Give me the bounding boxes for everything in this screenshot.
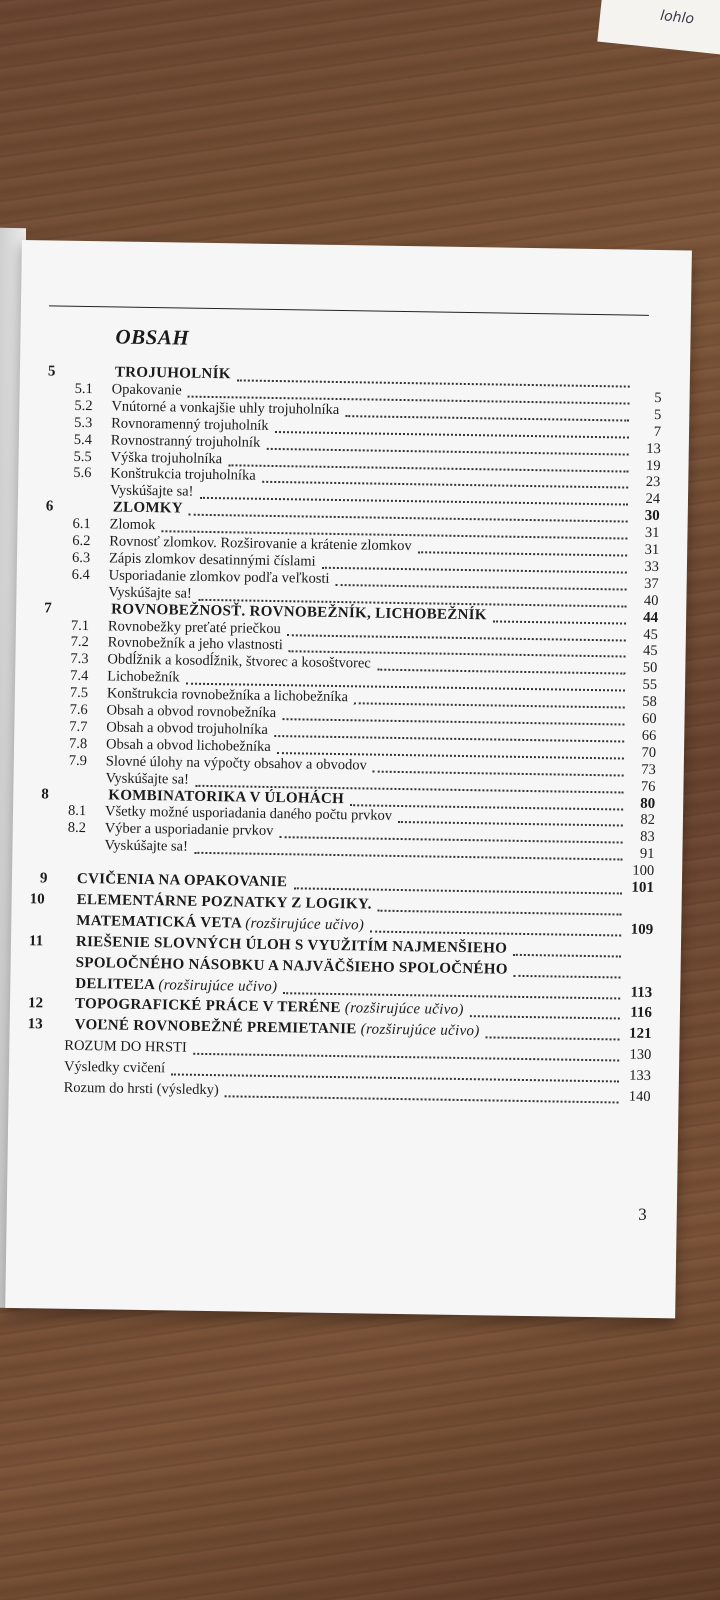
toc-entry-page: 33 — [644, 558, 660, 575]
toc-entry-page: 70 — [641, 744, 657, 761]
toc-entry-title-text: Zlomok — [109, 516, 156, 534]
toc-entry-number: 7.4 — [70, 667, 89, 685]
toc-entry-number: 7.7 — [69, 718, 88, 735]
toc-entry-page: 82 — [640, 812, 656, 829]
toc-entry-page: 45 — [643, 626, 659, 643]
toc-entry-title-text: Vyskúšajte sa! — [105, 769, 190, 788]
toc-leader-dots — [370, 912, 621, 936]
toc-entry-number: 7.6 — [69, 701, 88, 719]
toc-entry-page: 113 — [630, 984, 653, 1001]
toc-entry-title-text: ROVNOBEŽNOSŤ. ROVNOBEŽNÍK, LICHOBEŽNÍK — [111, 601, 487, 623]
toc-leader-dots — [513, 935, 621, 957]
toc-entry-page: 19 — [645, 457, 661, 474]
toc-entry-number: 9 — [39, 870, 48, 887]
toc-entry-page: 91 — [639, 845, 655, 863]
toc-entry-number: 7.1 — [70, 617, 90, 634]
toc-entry-title-text: Opakovanie — [111, 381, 182, 399]
toc-entry-page: 23 — [645, 474, 661, 491]
toc-entry-number: 13 — [27, 1016, 43, 1033]
page-number: 3 — [638, 1204, 647, 1224]
toc-entry-page: 40 — [643, 592, 659, 609]
toc-entry-title-text: Konštrukcia rovnobežníka a lichobežníka — [106, 685, 349, 706]
toc-leader-dots — [293, 869, 622, 894]
toc-entry-page: 101 — [631, 879, 655, 897]
toc-entry-title-text: Výsledky cvičení — [63, 1058, 166, 1077]
toc-entry-number: 5.1 — [74, 380, 93, 398]
toc-entry-page: 24 — [645, 491, 661, 508]
toc-entry-page: 109 — [630, 921, 654, 938]
toc-entry-page: 45 — [642, 643, 658, 660]
toc-entry-page: 83 — [640, 829, 655, 846]
toc-entry-title-text: Všetky možné usporiadania daného počtu prvkov — [104, 803, 393, 825]
toc-entry-number: 6.1 — [72, 515, 91, 533]
book-page — [5, 240, 692, 1318]
toc-entry-note: (rozširujúce učivo) — [360, 1021, 480, 1040]
toc-entry-page: 133 — [629, 1067, 652, 1085]
toc-entry-number: 7.8 — [68, 735, 88, 752]
toc-entry-title-text: Lichobežník — [107, 668, 180, 686]
toc-entry-page: 31 — [644, 541, 660, 559]
toc-entry-number: 8.2 — [67, 820, 87, 837]
toc-entry-title — [109, 516, 155, 535]
toc-entry-number: 7.5 — [69, 684, 89, 702]
page-heading: OBSAH — [115, 324, 190, 350]
toc-entry-title-text: ELEMENTÁRNE POZNATKY Z LOGIKY. — [76, 891, 372, 913]
toc-entry-title-text: DELITEĽA — [75, 975, 155, 993]
toc-entry-page: 140 — [628, 1088, 651, 1105]
toc-entry-number: 5.5 — [73, 448, 92, 465]
toc-entry-page: 66 — [641, 727, 657, 744]
toc-entry-title-text: Zápis zlomkov desatinnými číslami — [108, 550, 316, 570]
toc-entry-title-text: Výber a usporiadanie prvkov — [104, 820, 274, 840]
toc-leader-dots — [378, 892, 622, 916]
toc-entry-page: 5 — [653, 406, 662, 423]
toc-entry-title-text: KOMBINATORIKA V ÚLOHÁCH — [108, 786, 345, 807]
toc-entry-title — [64, 1037, 187, 1057]
toc-leader-dots — [283, 974, 620, 999]
toc-entry-title-text: RIEŠENIE SLOVNÝCH ÚLOH S VYUŽITÍM NAJMENŠIEHO — [75, 933, 508, 957]
toc-entry-page: 50 — [642, 660, 658, 677]
toc-entry-title — [75, 974, 277, 995]
toc-entry-number: 6 — [45, 498, 54, 515]
toc-entry-note: (rozširujúce učivo) — [344, 1000, 464, 1019]
toc-entry-title-text: Rovnosť zlomkov. Rozširovanie a krátenie zlomkov — [109, 533, 412, 555]
toc-entry-title-text: TROJUHOLNÍK — [114, 364, 231, 383]
toc-entry-number: 8.1 — [67, 803, 87, 820]
toc-entry-number: 5 — [47, 363, 56, 380]
toc-entry-title-text: Vnútorné a vonkajšie uhly trojuholníka — [111, 398, 340, 418]
toc-entry-page: 44 — [643, 609, 659, 626]
toc-entry-title — [64, 1058, 165, 1078]
toc-entry-title-text: Výška trojuholníka — [110, 448, 223, 467]
toc-entry-title-text: Vyskúšajte sa! — [109, 482, 194, 501]
toc-entry-number: 7.2 — [70, 634, 89, 651]
paper-scrap — [597, 0, 720, 58]
toc-entry-title-text: SPOLOČNÉHO NÁSOBKU A NAJVÄČŠIEHO SPOLOČNÉHO — [75, 954, 508, 978]
toc-entry-page: 116 — [630, 1005, 653, 1022]
toc-entry-number: 10 — [29, 891, 45, 908]
toc-entry-title — [64, 1079, 219, 1099]
toc-entry-title-text: Rovnoramenný trojuholník — [111, 415, 269, 434]
toc-entry-title-text: TOPOGRAFICKÉ PRÁCE V TERÉNE — [74, 996, 341, 1017]
toc-entry-page: 130 — [629, 1046, 652, 1064]
toc-entry-number: 7.9 — [68, 752, 88, 769]
toc-entry-page: 58 — [642, 693, 657, 711]
toc-entry-title-text: Usporiadanie zlomkov podľa veľkosti — [108, 567, 330, 587]
toc-entry-number: 7 — [44, 599, 52, 617]
toc-entry-title-text: Konštrukcia trojuholníka — [110, 465, 256, 485]
toc-entry-page: 5 — [654, 389, 662, 406]
toc-entry-title-text: CVIČENIA NA OPAKOVANIE — [76, 870, 288, 891]
toc-entry-page: 100 — [632, 862, 655, 880]
toc-entry-number: 12 — [27, 995, 44, 1012]
toc-entry-page: 13 — [646, 440, 661, 457]
toc-entry-number: 6.4 — [71, 566, 90, 583]
toc-entry-title-text: Vyskúšajte sa! — [104, 837, 188, 855]
toc-entry-title-text: Obsah a obvod rovnobežníka — [106, 702, 277, 722]
toc-entry-page: 76 — [640, 778, 656, 795]
toc-entry-number: 6.2 — [72, 532, 91, 550]
toc-entry-page: 37 — [644, 575, 659, 592]
toc-entry-number: 5.4 — [73, 431, 93, 448]
toc-entry-title-text: Rovnostranný trojuholník — [110, 432, 261, 451]
toc-entry-number: 6.3 — [71, 549, 91, 566]
toc-entry-number: 5.2 — [74, 397, 93, 414]
toc-entry-title — [77, 870, 288, 891]
handwriting: lohlo — [659, 7, 695, 28]
toc-entry-title-text: ROZUM DO HRSTI — [64, 1037, 187, 1056]
toc-entry — [9, 1078, 679, 1107]
toc-entry-page: 73 — [641, 761, 656, 778]
toc-entry-title-text: Obdĺžnik a kosodĺžnik, štvorec a kosoštvorec — [107, 651, 371, 672]
toc-entry-page: 31 — [644, 524, 660, 542]
toc-entry-title-text: Rovnobežky preťaté priečkou — [107, 617, 281, 637]
toc-entry-note: (rozširujúce učivo) — [245, 915, 365, 934]
toc-entry-title — [76, 912, 364, 935]
toc-entry-title-text: VOĽNÉ ROVNOBEŽNÉ PREMIETANIE — [74, 1017, 357, 1038]
toc-entry-page: 55 — [642, 676, 658, 694]
toc-entry-title-text: Rovnobežník a jeho vlastnosti — [107, 634, 283, 654]
toc-entry-page: 30 — [644, 508, 660, 525]
toc-entry-title-text: Rozum do hrsti (výsledky) — [63, 1079, 219, 1099]
toc-entry-number: 5.6 — [73, 465, 92, 482]
toc-entry-title-text: Slovné úlohy na výpočty obsahov a obvodov — [105, 753, 367, 774]
toc-entry-title-text: MATEMATICKÁ VETA — [76, 912, 242, 932]
toc-entry-number: 7.3 — [70, 651, 89, 668]
table-of-contents — [20, 362, 690, 1105]
toc-entry-page: 60 — [641, 710, 657, 728]
toc-entry-page: 80 — [640, 795, 656, 812]
toc-entry-title-text: Obsah a obvod lichobežníka — [105, 736, 271, 755]
toc-leader-dots — [514, 956, 621, 978]
toc-entry-title — [75, 995, 464, 1019]
toc-entry-page: 121 — [628, 1025, 652, 1043]
toc-entry-title-text: ZLOMKY — [112, 499, 184, 517]
toc-entry-title-text: Obsah a obvod trojuholníka — [106, 719, 268, 738]
toc-leader-dots — [486, 1019, 620, 1041]
header-rule — [49, 305, 649, 315]
toc-entry-title — [77, 891, 372, 914]
toc-entry-number: 8 — [41, 785, 49, 802]
toc-entry-page: 7 — [653, 423, 662, 440]
toc-entry-note: (rozširujúce učivo) — [158, 976, 278, 995]
toc-entry-title-text: Vyskúšajte sa! — [108, 584, 192, 602]
toc-entry-number: 11 — [28, 932, 44, 950]
toc-entry-number: 5.3 — [74, 414, 93, 431]
toc-leader-dots — [470, 998, 620, 1020]
